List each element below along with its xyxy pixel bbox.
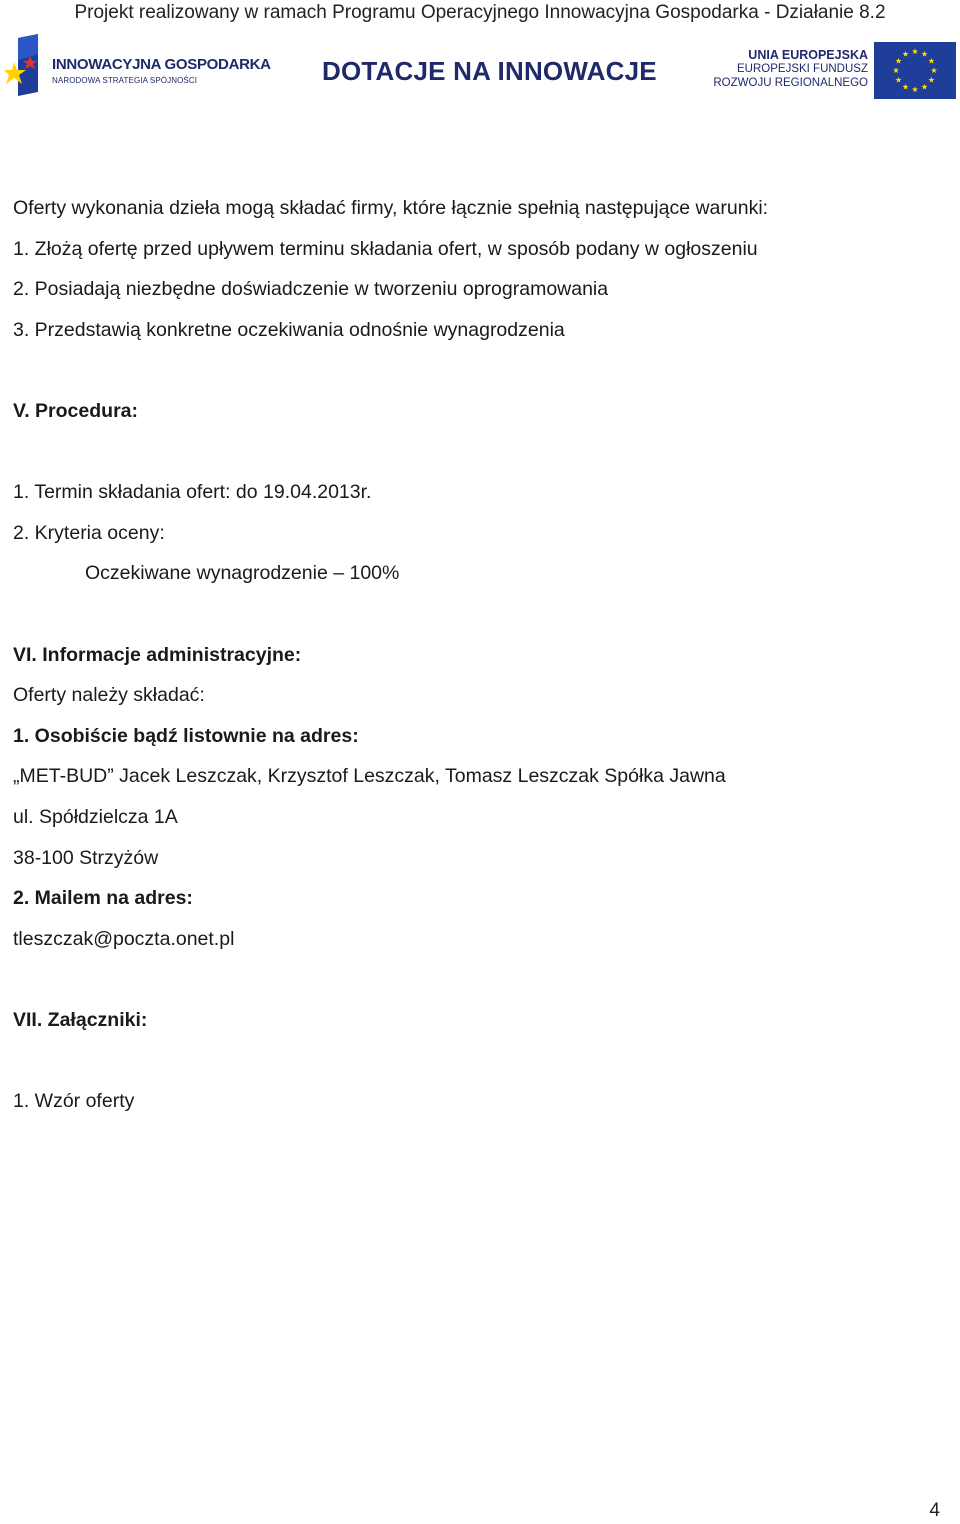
page-number: 4 [929,1500,940,1521]
eu-flag-icon [874,42,956,99]
logo-left-line1: INNOWACYJNA GOSPODARKA [52,56,271,73]
email-address: tleszczak@poczta.onet.pl [13,927,235,950]
logo-left-line2: NARODOWA STRATEGIA SPÓJNOŚCI [52,76,198,85]
spacer [13,1040,943,1081]
procedure-item: 2. Kryteria oceny: [13,521,165,544]
eu-logo-text [713,48,868,90]
document-body [13,188,943,1122]
company-name: „MET-BUD” Jacek Leszczak, Krzysztof Leszczak, Tomasz Leszczak Spółka Jawna [13,765,726,788]
attachment-item: 1. Wzór oferty [13,1090,135,1113]
street-address: ul. Spółdzielcza 1A [13,805,178,828]
page-title: DOTACJE NA INNOWACJE [322,56,657,86]
offers-submit-text: Oferty należy składać: [13,684,205,707]
city-address: 38-100 Strzyżów [13,846,159,869]
criteria-item: Oczekiwane wynagrodzenie – 100% [85,562,400,585]
logo-right-line3: ROZWOJU REGIONALNEGO [713,77,868,89]
page-header [0,30,960,102]
condition-item: 3. Przedstawią konkretne oczekiwania odnośnie wynagrodzenia [13,318,565,341]
intro-text: Oferty wykonania dzieła mogą składać firmy, które łącznie spełnią następujące warunki: [13,197,769,219]
header-project-line: Projekt realizowany w ramach Programu Operacyjnego Innowacyjna Gospodarka - Działanie 8.2 [74,2,886,23]
procedure-item: 1. Termin składania ofert: do 19.04.2013r. [13,481,372,504]
spacer [13,959,943,1000]
eu-logo [713,40,960,102]
spacer [13,594,943,635]
section-heading-vii: VII. Załączniki: [13,1008,148,1031]
section-heading-v: V. Procedura: [13,399,138,422]
logo-right-line2: EUROPEJSKI FUNDUSZ [737,63,868,75]
condition-item: 2. Posiadają niezbędne doświadczenie w tworzeniu oprogramowania [13,278,609,301]
ig-star-icon [4,34,48,98]
condition-item: 1. Złożą ofertę przed upływem terminu składania ofert, w sposób podany w ogłoszeniu [13,237,758,260]
spacer [13,432,943,473]
method-2-heading: 2. Mailem na adres: [13,887,193,910]
section-heading-vi: VI. Informacje administracyjne: [13,643,302,666]
method-1-heading: 1. Osobiście bądź listownie na adres: [13,724,359,747]
logo-right-line1: UNIA EUROPEJSKA [748,48,868,62]
spacer [13,350,943,391]
innowacyjna-gospodarka-logo [4,34,274,98]
